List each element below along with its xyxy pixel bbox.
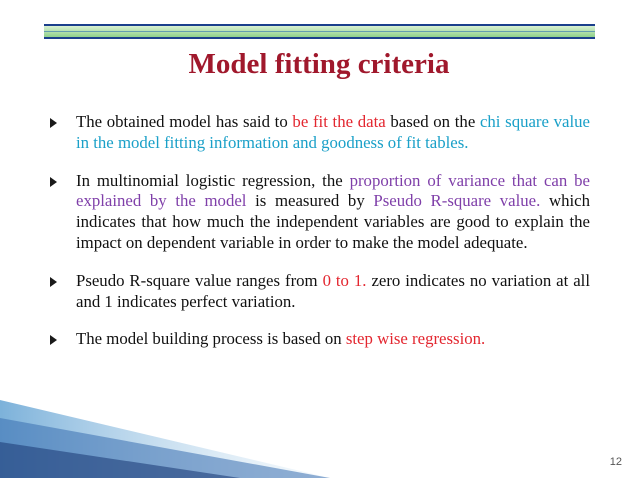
arrow-bullet-icon — [50, 177, 57, 187]
bullet-text: The model building process is based on — [76, 329, 346, 349]
highlight-text: 0 to 1. — [322, 270, 367, 290]
bullet-item — [50, 171, 590, 254]
bullet-item — [50, 271, 590, 313]
bullet-text: is measured by — [246, 191, 374, 211]
bullet-text: The obtained model has said to — [76, 112, 293, 131]
bullet-text: In multinomial logistic regression, the — [76, 170, 350, 190]
arrow-bullet-icon — [50, 277, 57, 287]
arrow-bullet-icon — [50, 335, 57, 345]
highlight-text: step wise regression. — [345, 329, 486, 349]
highlight-text: be fit the data — [292, 112, 386, 131]
bullet-text: based on the — [385, 112, 480, 131]
corner-decoration — [0, 400, 330, 478]
header-decorative-bar — [44, 24, 595, 39]
bullet-text: which indicates that how much the independent variables are good to explain the impact on dependent variable in order to make the model adequate. — [76, 191, 591, 252]
highlight-text: proportion of variance that can be explained by the model — [76, 170, 590, 211]
page-number: 12 — [609, 456, 622, 468]
bullet-text: zero indicates no variation at all and 1 indicates perfect variation. — [76, 270, 591, 311]
bullet-list — [50, 112, 590, 367]
bullet-item — [50, 112, 590, 154]
highlight-text: Pseudo R-square value. — [373, 191, 541, 211]
bullet-text: Pseudo R-square value ranges from — [76, 270, 323, 290]
arrow-bullet-icon — [50, 118, 57, 128]
highlight-text: chi square value in the model fitting information and goodness of fit tables. — [76, 112, 590, 152]
bullet-item — [50, 329, 590, 350]
slide-title: Model fitting criteria — [188, 48, 450, 80]
